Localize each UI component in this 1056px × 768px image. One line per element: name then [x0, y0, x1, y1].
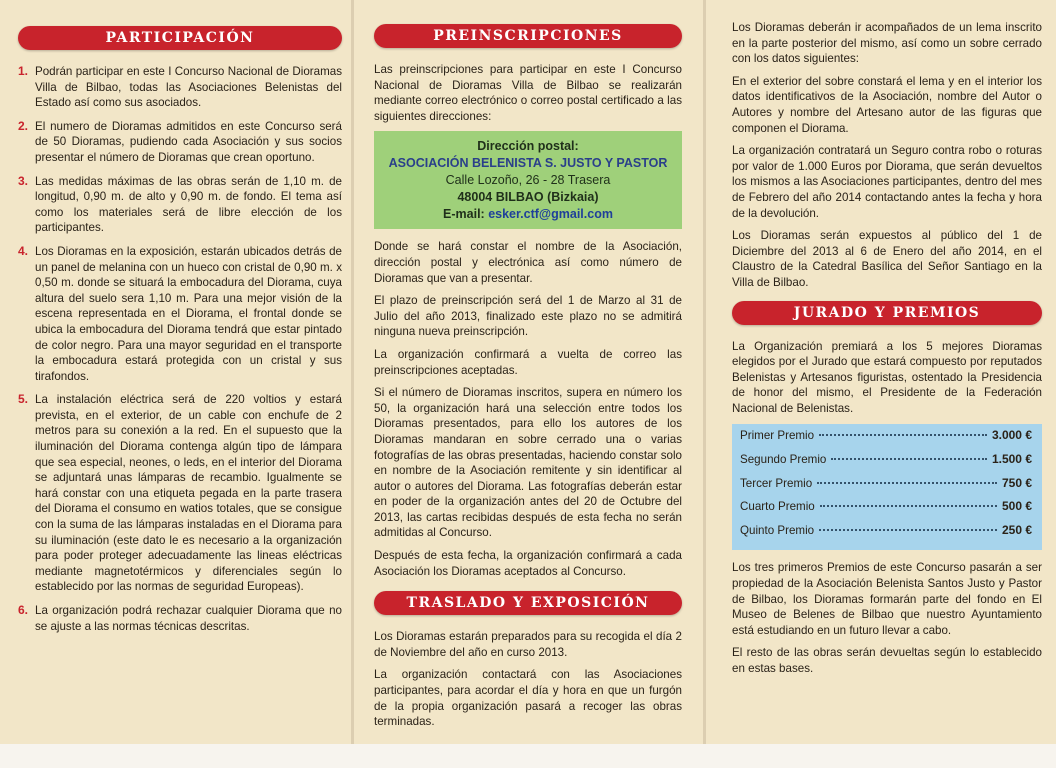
paragraph: En el exterior del sobre constará el lema y en el interior los datos identificativos de la Asociación, nombre del Autor o Autores y nombre del Artesano autor de las figuras que componen el Diorama.	[732, 74, 1042, 135]
paragraph: Los Dioramas deberán ir acompañados de un lema inscrito en la parte posterior del mismo, así como un sobre cerrado con los datos siguientes:	[732, 21, 1042, 66]
address-email-line	[380, 206, 676, 223]
email-label: E-mail:	[443, 207, 485, 222]
list-item	[18, 603, 342, 634]
postal-address-box	[374, 131, 682, 229]
list-item	[18, 244, 342, 384]
prize-row	[740, 499, 1032, 523]
jury-intro: La Organización premiará a los 5 mejores Dioramas elegidos por el Jurado que estará compuesto por reputados Belenistas y Artesanos figuristas, ostentado la Presidencia de honor del mismo, el Presidente de la Federación Nacional de Belenistas.	[732, 339, 1042, 415]
paragraph: La organización contactará con las Asociaciones participantes, para acordar el día y hora en que un furgón de la propia organización pasará a recoger las obras terminadas.	[374, 668, 682, 729]
prize-row	[740, 428, 1032, 452]
panel-preinscripciones	[352, 0, 704, 744]
address-organization: ASOCIACIÓN BELENISTA S. JUSTO Y PASTOR	[388, 156, 668, 171]
list-item	[18, 119, 342, 166]
prize-name: Segundo Premio	[740, 453, 827, 467]
prize-table	[732, 424, 1042, 550]
item-number: 2.	[18, 118, 29, 133]
section-title-participacion: PARTICIPACIÓN	[18, 26, 342, 50]
section-title-jurado: JURADO Y PREMIOS	[732, 301, 1042, 325]
address-label: Dirección postal:	[477, 139, 579, 154]
item-text: El numero de Dioramas admitidos en este Concurso será de 50 Dioramas, pudiendo cada Asociación y sus socios presentar el número de Dioramas que crean oportuno.	[35, 119, 342, 164]
prize-name: Cuarto Premio	[740, 500, 815, 514]
item-number: 6.	[18, 603, 29, 617]
prize-amount: 750 €	[1001, 475, 1032, 490]
paragraph: Donde se hará constar el nombre de la Asociación, dirección postal y electrónica así como número de Dioramas que van a presentar.	[374, 240, 682, 285]
paragraph: Los Dioramas estarán preparados para su recogida el día 2 de Noviembre del año en curso 2013.	[374, 630, 682, 659]
prize-name: Tercer Premio	[740, 476, 813, 490]
item-number: 1.	[18, 64, 29, 78]
dot-leader	[817, 482, 997, 484]
item-text: Podrán participar en este I Concurso Nacional de Dioramas Villa de Bilbao, todas las Asociaciones Belenistas del Estado así como sus asociados.	[35, 65, 342, 110]
prize-name: Quinto Premio	[740, 523, 815, 537]
prize-amount: 3.000 €	[991, 428, 1032, 443]
section-title-traslado: TRASLADO Y EXPOSICIÓN	[374, 591, 682, 615]
paragraph: Después de esta fecha, la organización confirmará a cada Asociación los Dioramas aceptados al Concurso.	[374, 549, 682, 578]
list-item	[18, 174, 342, 236]
item-text: Los Dioramas en la exposición, estarán ubicados detrás de un panel de melanina con un hueco con cristal de 0,90 m. x 0,50 m. donde se situará la embocadura del Diorama, cuya altura del suelo sera 1,10 m. Para una mejor visión de la escena representada en el Diorama, el frontal donde se ubica la embocadura del Diorama tendrá que estar pintado de color negro. Para una mayor seguridad en el transporte la embocadura estará protegida con un cristal y sus tirafondos.	[35, 244, 342, 383]
item-number: 4.	[18, 243, 29, 258]
list-item	[18, 392, 342, 595]
participation-rules-list	[18, 64, 342, 634]
prize-name: Primer Premio	[740, 429, 815, 443]
preinscription-intro: Las preinscripciones para participar en este I Concurso Nacional de Dioramas Villa de Bilbao se realizarán mediante correo electrónico o correo postal certificado a las siguientes direcciones:	[374, 63, 682, 123]
address-city: 48004 BILBAO (Bizkaia)	[457, 190, 599, 205]
item-number: 3.	[18, 173, 29, 188]
dot-leader	[819, 434, 987, 436]
dot-leader	[831, 458, 987, 460]
prize-row	[740, 476, 1032, 500]
prize-row	[740, 452, 1032, 476]
dot-leader	[819, 529, 997, 531]
paragraph: Si el número de Dioramas inscritos, supera en número los 50, la organización hará una selección entre todos los Dioramas presentados, para ello los autores de los Dioramas mandaran en sobre cerrado una o varias fotografías de las obras presentadas, haciendo constar solo en nombre de la Asociación remitente y sin identificar al autor o autores del Diorama. Las fotografías deberán estar en poder de la organización antes del 20 de Octubre del 2013, las cartas recibidas después de esta fecha no serán admitidas al Concurso.	[374, 386, 682, 540]
paragraph: El plazo de preinscripción será del 1 de Marzo al 31 de Julio del año 2013, finalizado este plazo no se admitirá ninguna nueva preinscripción.	[374, 294, 682, 339]
item-text: Las medidas máximas de las obras serán de 1,10 m. de longitud, 0,90 m. de alto y 0,90 m. de fondo. El tema así como los materiales será de libre elección de los participantes.	[35, 174, 342, 235]
prize-amount: 1.500 €	[991, 452, 1032, 467]
paragraph: El resto de las obras serán devueltas según lo establecido en estas bases.	[732, 646, 1042, 675]
panel-participacion	[0, 0, 352, 744]
paragraph: La organización confirmará a vuelta de correo las preinscripciones aceptadas.	[374, 347, 682, 377]
prize-amount: 500 €	[1001, 499, 1032, 514]
item-text: La instalación eléctrica será de 220 voltios y estará prevista, en el exterior, de un cable con enchufe de 2 metros para su conexión a la red. En el supuesto que la iluminación del Diorama contenga algún tipo de lámpara que sea especial, neones, o leds, en el interior del Diorama se adjuntará unas lámparas de recambio. Igualmente se hará constar con una etiqueta pegada en la parte trasera del Diorama el consumo en watios totales, que se consigue con la suma de las lámparas instaladas en el Diorama para su iluminación (este dato le es necesario a la organización para poder proteger adecuadamente las lineas eléctricas mediante magnetotérmicos y diferenciales según lo establecido por las normas de seguridad Europeas).	[35, 393, 342, 594]
address-street: Calle Lozoño, 26 - 28 Trasera	[445, 173, 611, 188]
list-item	[18, 64, 342, 111]
item-text: La organización podrá rechazar cualquier Diorama que no se ajuste a las normas técnicas descritas.	[35, 604, 342, 633]
panel-dioramas-jurado	[704, 0, 1056, 744]
email-link[interactable]: esker.ctf@gmail.com	[488, 207, 613, 222]
prize-amount: 250 €	[1001, 522, 1032, 537]
paragraph: Los Dioramas serán expuestos al público del 1 de Diciembre del 2013 al 6 de Enero del año 2014, en el Claustro de la Catedral Basílica del Señor Santiago en la Villa de Bilbao.	[732, 229, 1042, 289]
paragraph: Los tres primeros Premios de este Concurso pasarán a ser propiedad de la Asociación Belenista Santos Justo y Pastor de Bilbao, los Dioramas formarán parte del fondo en El Museo de Belenes de Bilbao que nuestro Ayuntamiento está estudiando en un futuro llevar a cabo.	[732, 561, 1042, 637]
item-number: 5.	[18, 392, 29, 407]
dot-leader	[820, 505, 997, 507]
prize-row	[740, 523, 1032, 547]
section-title-preinscripciones: PREINSCRIPCIONES	[374, 24, 682, 48]
paragraph: La organización contratará un Seguro contra robo o roturas por valor de 1.000 Euros por Diorama, que serán devueltos los mismos a las Asociaciones participantes, dentro del mes de Febrero del año 2014 contactando antes la fecha y hora de la devolución.	[732, 144, 1042, 220]
scan-bottom-margin	[0, 744, 1056, 768]
